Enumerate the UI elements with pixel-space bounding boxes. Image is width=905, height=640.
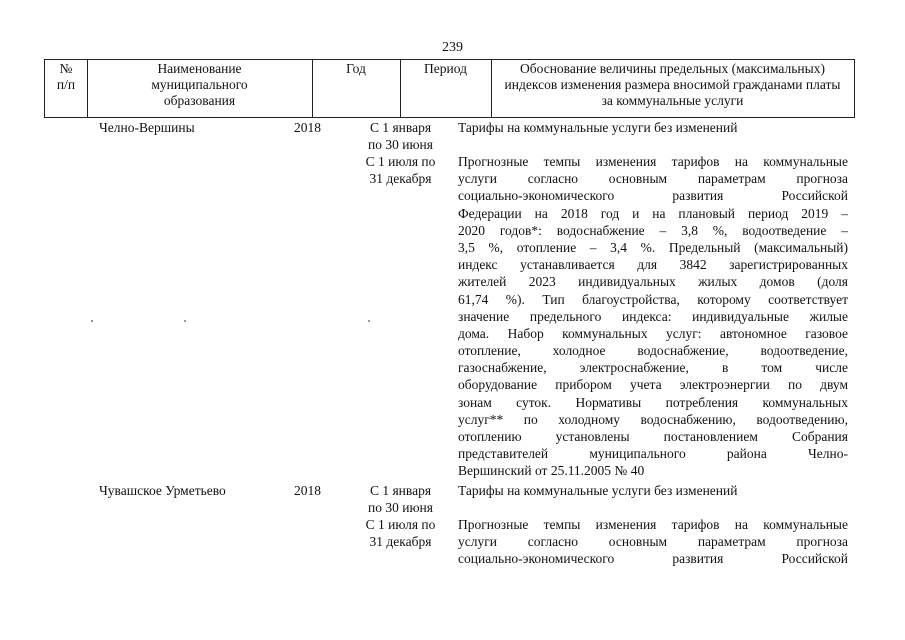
paragraph-line: Прогнозные темпы изменения тарифов на коммунальные	[458, 154, 848, 169]
header-text: образования	[163, 93, 236, 108]
paragraph-line: газоснабжение, электроснабжение, в том числе	[458, 360, 848, 376]
tariff-note: Тарифы на коммунальные услуги без изменений	[458, 120, 738, 135]
header-text: индексов изменения размера вносимой гражданами платы	[504, 77, 841, 92]
header-text: №	[59, 61, 73, 76]
page-number: 239	[442, 40, 463, 55]
scan-speck	[368, 320, 370, 322]
header-text: муниципального	[151, 77, 248, 92]
paragraph-line: зонам суток. Нормативы потребления коммунальных	[458, 394, 848, 410]
municipality-name: Челно-Вершины	[99, 120, 195, 135]
paragraph-line: услуг** по холодному водоснабжению, водоотведению,	[458, 411, 848, 427]
municipality-name: Чувашское Урметьево	[99, 483, 226, 498]
paragraph-line: Прогнозные темпы изменения тарифов на коммунальные	[458, 517, 848, 532]
paragraph-line: 61,74 %). Тип благоустройства, которому соответствует	[458, 291, 848, 307]
period-second-half	[355, 516, 446, 550]
scan-speck	[184, 320, 186, 322]
paragraph-line: индекс устанавливается для 3842 зарегистрированных	[458, 257, 848, 273]
header-text: Период	[424, 61, 467, 76]
period-text: С 1 января	[369, 483, 432, 498]
table-header	[44, 59, 855, 118]
period-text: С 1 января	[369, 120, 432, 135]
forecast-paragraph	[458, 153, 848, 480]
header-text: п/п	[56, 77, 76, 92]
paragraph-line: 2020 годов*: водоснабжение – 3,8 %, водоотведение –	[458, 222, 848, 238]
header-text: Наименование	[157, 61, 242, 76]
paragraph-line: жителей 2023 индивидуальных жилых домов (доля	[458, 274, 848, 290]
header-text: Обоснование величины предельных (максимальных)	[520, 61, 825, 76]
paragraph-line: Вершинский от 25.11.2005 № 40	[458, 463, 645, 479]
paragraph-line: представителей муниципального района Челно-	[458, 446, 848, 462]
period-first-half	[355, 482, 446, 516]
tariff-note: Тарифы на коммунальные услуги без изменений	[458, 483, 738, 498]
period-text: по 30 июня	[368, 137, 433, 153]
header-col-justification	[491, 61, 854, 109]
header-col-number	[45, 61, 87, 93]
period-second-half	[355, 153, 446, 187]
paragraph-line: 3,5 %, отопление – 3,4 %. Предельный (максимальный)	[458, 239, 848, 255]
header-col-year	[312, 61, 400, 77]
scan-speck	[91, 320, 93, 322]
paragraph-line: дома. Набор коммунальных услуг: автономное газовое	[458, 325, 848, 341]
paragraph-line: социально-экономического развития Российской	[458, 551, 848, 567]
paragraph-line: отоплению установлены постановлением Собрания	[458, 429, 848, 444]
period-text: С 1 июля по	[365, 154, 436, 169]
header-col-period	[400, 61, 491, 77]
year-cell: 2018	[294, 483, 321, 498]
period-text: по 30 июня	[368, 500, 433, 516]
header-col-municipality	[87, 61, 312, 109]
year-cell: 2018	[294, 120, 321, 135]
paragraph-line: оборудование прибором учета электроэнергии по двум	[458, 377, 848, 393]
period-text: 31 декабря	[369, 171, 432, 187]
period-text: С 1 июля по	[365, 517, 436, 532]
paragraph-line: услуги согласно основным параметрам прогноза	[458, 171, 848, 187]
paragraph-line: Федерации на 2018 год и на плановый период 2019 –	[458, 205, 848, 221]
period-text: 31 декабря	[369, 534, 432, 550]
header-text: Год	[346, 61, 366, 76]
paragraph-line: социально-экономического развития Российской	[458, 188, 848, 204]
paragraph-line: значение предельного индекса: индивидуальные жилые	[458, 308, 848, 324]
paragraph-line: отопление, холодное водоснабжение, водоотведение,	[458, 343, 848, 359]
header-text: за коммунальные услуги	[601, 93, 744, 108]
forecast-paragraph	[458, 516, 848, 568]
period-first-half	[355, 119, 446, 153]
paragraph-line: услуги согласно основным параметрам прогноза	[458, 534, 848, 550]
